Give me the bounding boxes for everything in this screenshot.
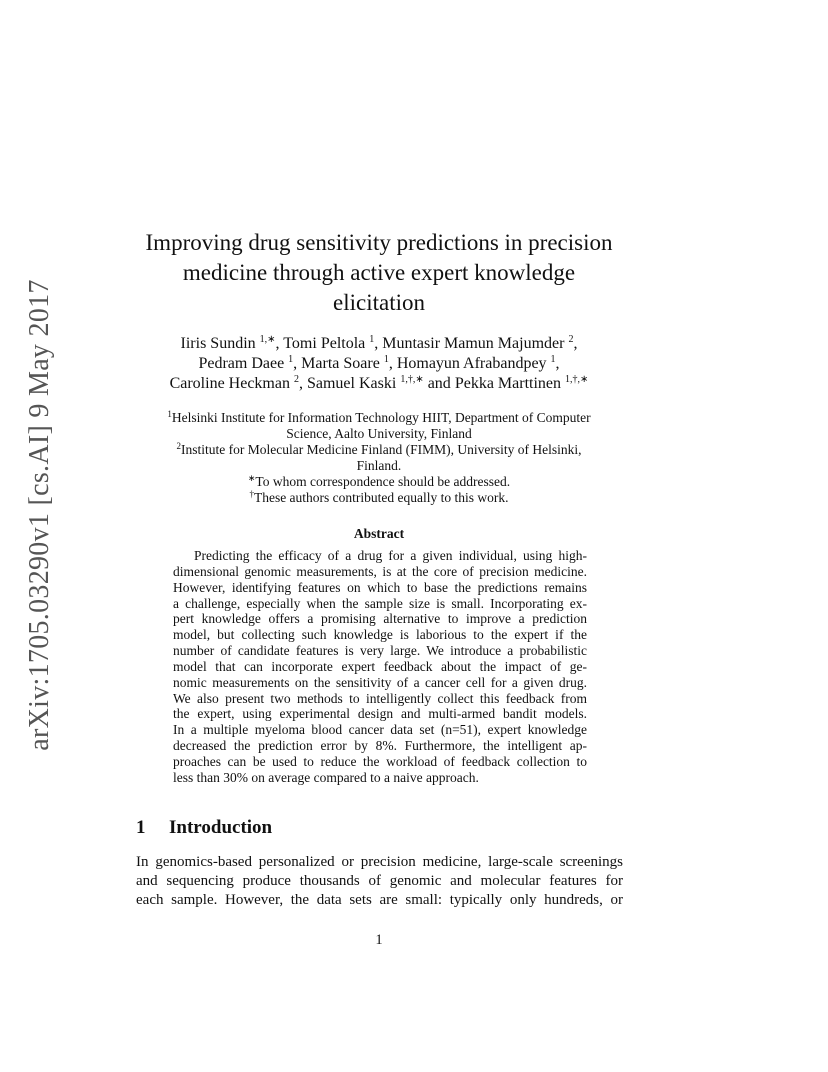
title-line: medicine through active expert knowledge [182,260,576,285]
abstract-line: model that can incorporate expert feedback about the impact of ge- [173,658,587,674]
author-separator: , [555,355,560,372]
affiliation-line [100,426,658,442]
author-name: Iiris Sundin [180,335,256,352]
author-affiliation-mark: 2 [568,334,574,345]
page-number: 1 [375,932,383,948]
body-line: and sequencing produce thousands of genomic and molecular features for [136,873,623,889]
affiliation-line [100,458,658,474]
author-conjunction: and [427,375,451,392]
author-affiliation-mark: 1,†,∗ [400,374,424,385]
affiliation-line [100,410,658,426]
author-name: Muntasir Mamun Majumder [382,335,565,352]
author-name: Pedram Daee [198,355,285,372]
abstract-heading: Abstract [353,526,405,541]
abstract-body [173,548,587,786]
section-heading [136,817,272,839]
author-affiliation-mark: 1 [288,354,294,365]
author-affiliation-mark: 1 [369,334,375,345]
author-separator: , [293,355,298,372]
abstract-line: a challenge, especially when the sample size is small. Incorporating ex- [173,595,587,611]
section-number: 1 [136,817,146,838]
author-name: Samuel Kaski [306,375,397,392]
author-affiliation-mark: 1 [550,354,556,365]
author-separator: , [275,335,280,352]
section-title: Introduction [169,817,273,838]
abstract-line: decreased the prediction error by 8%. Furthermore, the intelligent ap- [173,738,587,754]
correspondence-note [100,474,658,490]
author-separator: , [374,335,379,352]
abstract-line: less than 30% on average compared to a naive approach. [173,769,479,785]
author-affiliation-mark: 1,†,∗ [565,374,589,385]
title-line: elicitation [333,290,425,315]
paper-title [100,228,658,318]
author-line [100,354,658,374]
author-separator: , [298,375,303,392]
affiliation-text: Finland. [356,458,402,473]
abstract-line: nomic measurements on the sensitivity of a cancer cell for a given drug. [173,674,587,690]
affiliation-list [100,410,658,506]
equal-contribution-text: These authors contributed equally to this work. [253,490,509,505]
correspondence-mark: ∗ [247,473,256,483]
abstract-line: model, but collecting such knowledge is laborious to the expert if the [173,627,587,643]
abstract-line: However, identifying features on which to base the predictions remains [173,579,587,595]
affiliation-text: Helsinki Institute for Information Technology HIIT, Department of Computer [171,410,591,425]
affiliation-mark: 1 [167,409,172,419]
equal-contribution-note [100,490,658,506]
introduction-body [136,853,623,910]
author-affiliation-mark: 2 [293,374,299,385]
author-separator: , [573,335,578,352]
author-affiliation-mark: 1 [383,354,389,365]
author-line [100,334,658,354]
body-line: In genomics-based personalized or precision medicine, large-scale screenings [136,854,623,870]
abstract-line: pert knowledge offers a promising alternative to improve a prediction [173,611,587,627]
author-name: Marta Soare [301,355,380,372]
author-line [100,374,658,394]
abstract-line: the expert, using experimental design and multi-armed bandit models. [173,706,587,722]
author-list [100,334,658,394]
abstract-line: proaches can be used to reduce the workload of feedback collection to [173,753,587,769]
abstract-line: We also present two methods to intelligently collect this feedback from [173,690,587,706]
abstract-line: In a multiple myeloma blood cancer data set (n=51), expert knowledge [173,722,587,738]
affiliation-text: Institute for Molecular Medicine Finland (FIMM), University of Helsinki, [181,442,582,457]
affiliation-mark: 2 [176,441,182,451]
author-separator: , [388,355,393,372]
affiliation-text: Science, Aalto University, Finland [286,426,472,441]
abstract-line: Predicting the efficacy of a drug for a given individual, using high- [194,548,587,563]
author-name: Homayun Afrabandpey [396,355,547,372]
author-name: Tomi Peltola [283,335,366,352]
author-name: Pekka Marttinen [454,375,562,392]
body-line: each sample. However, the data sets are small: typically only hundreds, or [136,892,623,908]
equal-contribution-mark: † [249,489,254,499]
abstract-line: dimensional genomic measurements, is at the core of precision medicine. [173,563,587,579]
author-affiliation-mark: 1,∗ [259,334,276,345]
abstract-line: number of candidate features is very large. We introduce a probabilistic [173,643,587,659]
arxiv-identifier-text: arXiv:1705.03290v1 [cs.AI] 9 May 2017 [24,279,55,751]
title-line: Improving drug sensitivity predictions in precision [145,230,613,255]
correspondence-text: To whom correspondence should be addressed. [255,474,511,489]
author-name: Caroline Heckman [169,375,290,392]
affiliation-line [100,442,658,458]
